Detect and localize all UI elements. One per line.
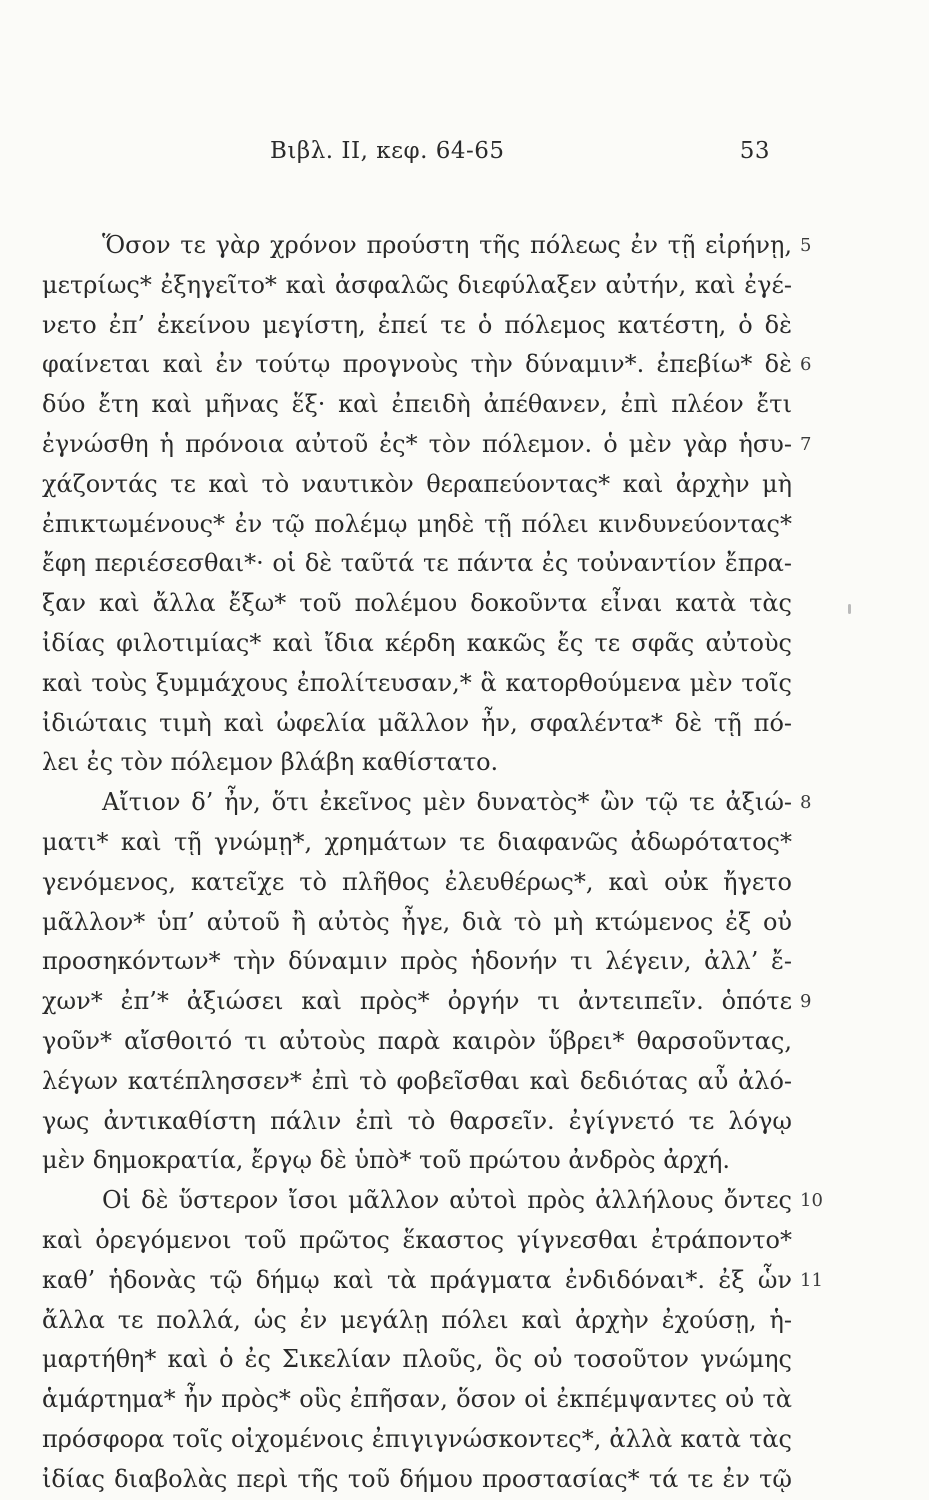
line-text: μὲν δημοκρατία, ἔργῳ δὲ ὑπὸ* τοῦ πρώτου ἀνδρὸς ἀρχή. <box>42 1146 731 1175</box>
text-line <box>42 385 792 425</box>
text-line <box>42 1221 792 1261</box>
text-line <box>42 465 792 505</box>
text-line <box>42 1380 792 1420</box>
line-text: λέγων κατέπλησσεν* ἐπὶ τὸ φοβεῖσθαι καὶ δεδιότας αὖ ἀλό- <box>42 1066 792 1095</box>
line-text: ξαν καὶ ἄλλα ἔξω* τοῦ πολέμου δοκοῦντα εἶναι κατὰ τὰς <box>42 589 792 618</box>
text-line <box>42 425 812 465</box>
text-line <box>42 1022 792 1062</box>
text-line <box>42 306 792 346</box>
line-text: πρόσφορα τοῖς οἰχομένοις ἐπιγιγνώσκοντες*, ἀλλὰ κατὰ τὰς <box>42 1424 792 1453</box>
text-line <box>42 982 812 1022</box>
text-line <box>42 1102 792 1142</box>
section-number: 8 <box>800 792 812 814</box>
line-text: προσηκόντων* τὴν δύναμιν πρὸς ἡδονήν τι λέγειν, ἀλλ’ ἔ- <box>42 947 792 976</box>
text-line <box>42 624 792 664</box>
text-line <box>42 1181 823 1221</box>
text-line <box>42 743 792 783</box>
text-line <box>42 903 792 943</box>
line-text: Ὅσον τε γὰρ χρόνον προύστη τῆς πόλεως ἐν τῇ εἰρήνῃ, <box>102 231 792 259</box>
text-line <box>42 704 792 744</box>
line-text: μετρίως* ἐξηγεῖτο* καὶ ἀσφαλῶς διεφύλαξεν αὐτήν, καὶ ἐγέ- <box>42 270 792 299</box>
margin-speck <box>848 604 851 614</box>
line-text: ἰδιώταις τιμὴ καὶ ὠφελία μᾶλλον ἦν, σφαλέντα* δὲ τῇ πό- <box>42 708 792 737</box>
text-line <box>42 505 792 545</box>
section-number: 11 <box>800 1269 823 1291</box>
line-text: καὶ τοὺς ξυμμάχους ἐπολίτευσαν,* ἃ κατορθούμενα μὲν τοῖς <box>42 668 792 697</box>
line-text: ἐπικτωμένους* ἐν τῷ πολέμῳ μηδὲ τῇ πόλει κινδυνεύοντας* <box>42 509 792 538</box>
line-text: ἄλλα τε πολλά, ὡς ἐν μεγάλῃ πόλει καὶ ἀρχὴν ἐχούσῃ, ἡ- <box>42 1305 792 1334</box>
line-text: δύο ἔτη καὶ μῆνας ἕξ· καὶ ἐπειδὴ ἀπέθανεν, ἐπὶ πλέον ἔτι <box>42 390 792 419</box>
text-line <box>42 1340 792 1380</box>
line-text: χων* ἐπ’* ἀξιώσει καὶ πρὸς* ὀργήν τι ἀντειπεῖν. ὁπότε <box>42 987 792 1016</box>
text-line <box>42 823 792 863</box>
text-line <box>42 1062 792 1102</box>
line-text: ἰδίας φιλοτιμίας* καὶ ἴδια κέρδη κακῶς ἔς τε σφᾶς αὐτοὺς <box>42 628 792 657</box>
section-number: 6 <box>800 354 812 376</box>
line-text: καὶ ὀρεγόμενοι τοῦ πρῶτος ἕκαστος γίγνεσθαι ἐτράποντο* <box>42 1225 792 1254</box>
text-line <box>42 544 792 584</box>
line-text: ἰδίας διαβολὰς περὶ τῆς τοῦ δήμου προστασίας* τά τε ἐν τῷ <box>42 1464 792 1493</box>
line-text: καθ’ ἡδονὰς τῷ δήμῳ καὶ τὰ πράγματα ἐνδιδόναι*. ἐξ ὧν <box>42 1265 792 1294</box>
text-line <box>42 345 812 385</box>
line-text: ματι* καὶ τῇ γνώμῃ*, χρημάτων τε διαφανῶς ἀδωρότατος* <box>42 827 792 856</box>
line-text: ἔφη περιέσεσθαι*· οἱ δὲ ταῦτά τε πάντα ἐς τοὐναντίον ἔπρα- <box>42 549 792 578</box>
text-line <box>42 1460 792 1500</box>
line-text: φαίνεται καὶ ἐν τούτῳ προγνοὺς τὴν δύναμιν*. ἐπεβίω* δὲ <box>42 350 792 379</box>
page-number: 53 <box>739 138 770 164</box>
section-number: 9 <box>800 991 812 1013</box>
text-line <box>42 664 792 704</box>
section-number: 7 <box>800 433 812 455</box>
text-line <box>42 1261 823 1301</box>
line-text: Οἱ δὲ ὕστερον ἴσοι μᾶλλον αὐτοὶ πρὸς ἀλλήλους ὄντες <box>102 1186 792 1215</box>
text-line <box>42 863 792 903</box>
text-line <box>42 1420 792 1460</box>
line-text: Αἴτιον δ’ ἦν, ὅτι ἐκεῖνος μὲν δυνατὸς* ὢν τῷ τε ἀξιώ- <box>102 788 792 817</box>
text-line <box>42 942 792 982</box>
line-text: ἁμάρτημα* ἦν πρὸς* οὓς ἐπῆσαν, ὅσον οἱ ἐκπέμψαντες οὐ τὰ <box>42 1385 792 1414</box>
section-number: 10 <box>800 1190 823 1212</box>
section-number: 5 <box>800 235 812 256</box>
line-text: γοῦν* αἴσθοιτό τι αὐτοὺς παρὰ καιρὸν ὕβρει* θαρσοῦντας, <box>42 1026 792 1055</box>
line-text: γενόμενος, κατεῖχε τὸ πλῆθος ἐλευθέρως*, καὶ οὐκ ἤγετο <box>42 867 792 896</box>
text-line <box>42 783 812 823</box>
line-text: λει ἐς τὸν πόλεμον βλάβη καθίστατο. <box>42 748 499 777</box>
text-line <box>42 266 792 306</box>
line-text: νετο ἐπ’ ἐκείνου μεγίστη, ἐπεί τε ὁ πόλεμος κατέστη, ὁ δὲ <box>42 310 792 339</box>
line-text: μᾶλλον* ὑπ’ αὐτοῦ ἢ αὐτὸς ἦγε, διὰ τὸ μὴ κτώμενος ἐξ οὐ <box>42 907 792 936</box>
greek-text-block <box>42 226 823 1500</box>
line-text: μαρτήθη* καὶ ὁ ἐς Σικελίαν πλοῦς, ὃς οὐ τοσοῦτον γνώμης <box>42 1345 792 1374</box>
text-line <box>42 1301 792 1341</box>
running-head: Βιβλ. ΙΙ, κεφ. 64-65 <box>270 138 505 164</box>
line-text: ἐγνώσθη ἡ πρόνοια αὐτοῦ ἐς* τὸν πόλεμον. ὁ μὲν γὰρ ἡσυ- <box>42 429 792 458</box>
line-text: χάζοντάς τε καὶ τὸ ναυτικὸν θεραπεύοντας* καὶ ἀρχὴν μὴ <box>42 469 792 498</box>
text-line <box>42 226 812 266</box>
text-line <box>42 584 792 624</box>
line-text: γως ἀντικαθίστη πάλιν ἐπὶ τὸ θαρσεῖν. ἐγίγνετό τε λόγῳ <box>42 1106 792 1135</box>
text-line <box>42 1141 792 1181</box>
